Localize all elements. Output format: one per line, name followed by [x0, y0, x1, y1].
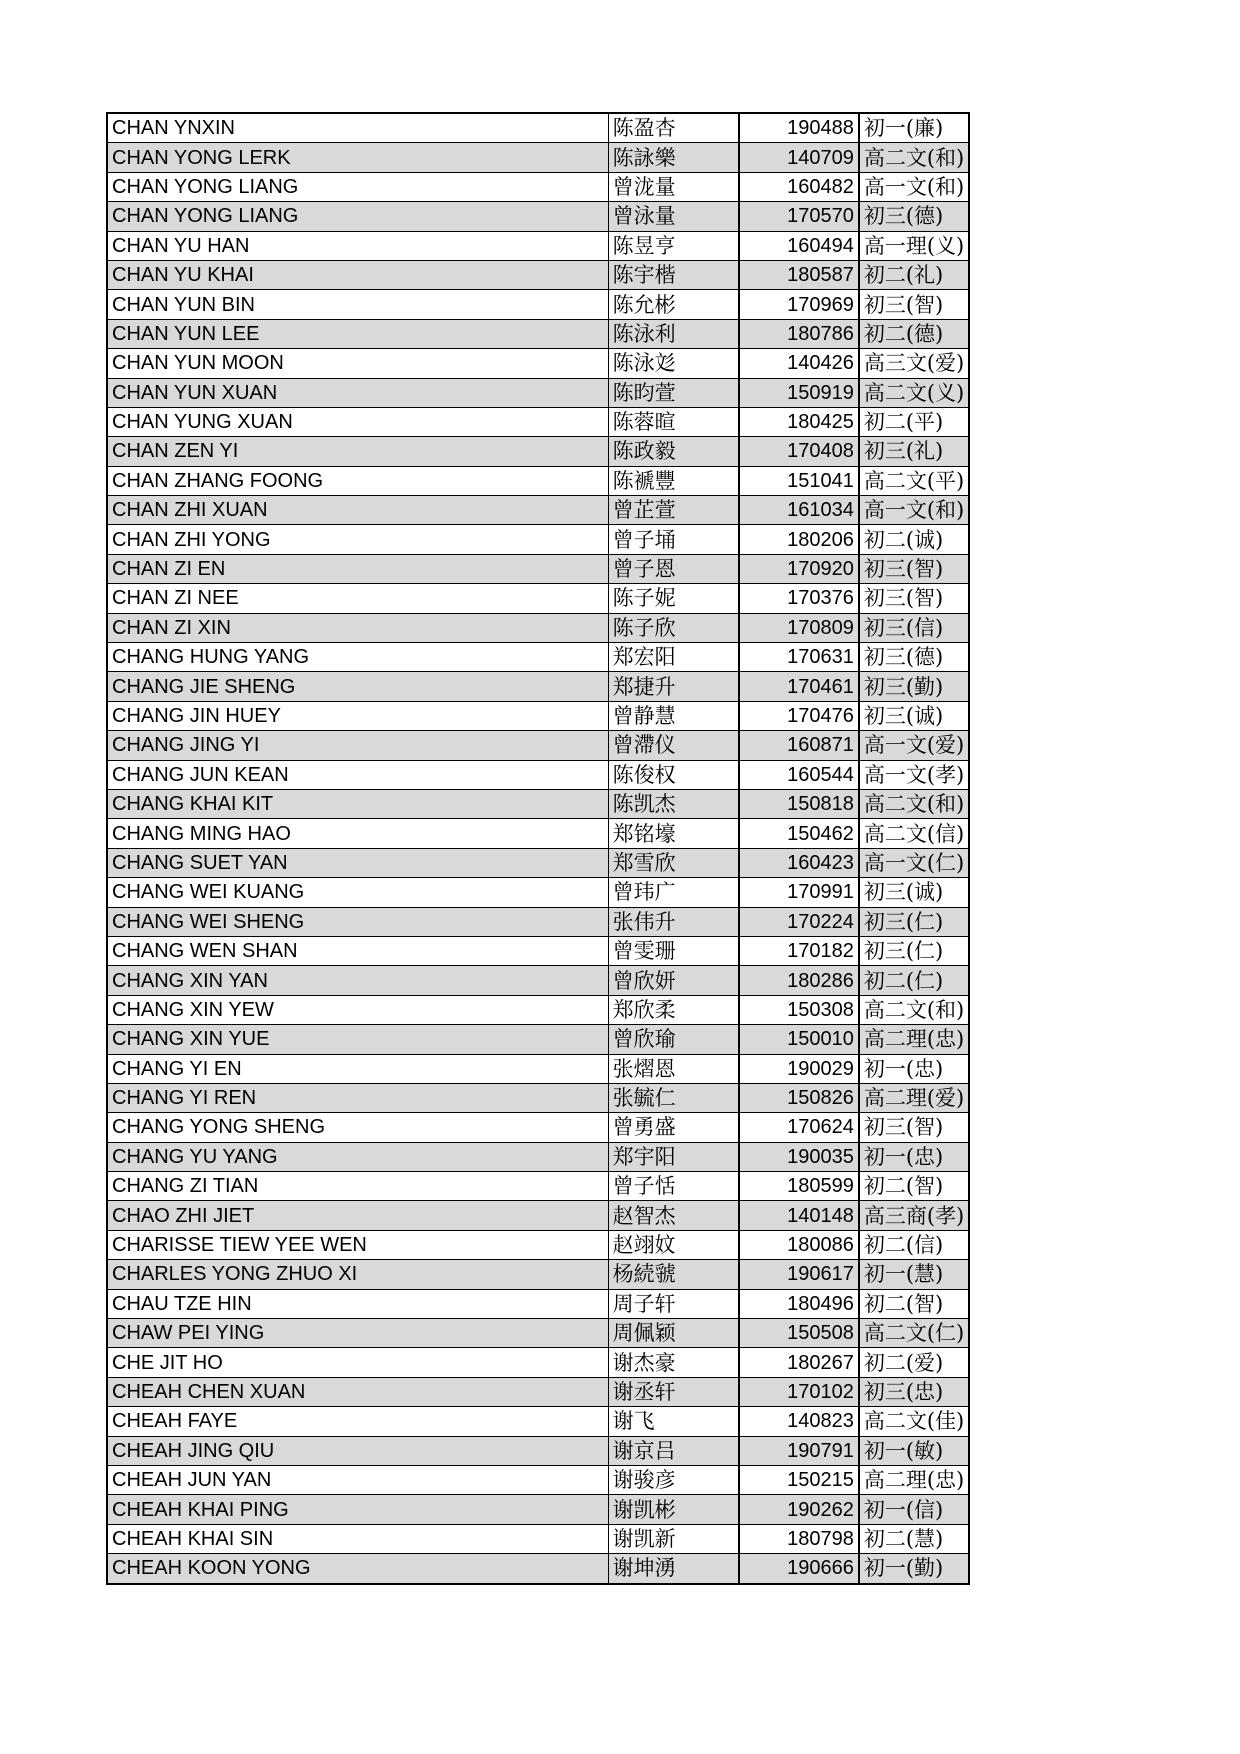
student-name-cell: CHAN YUN XUAN: [107, 378, 608, 407]
chinese-name-cell: 曾泳量: [608, 202, 739, 231]
chinese-name-cell: 谢坤湧: [608, 1554, 739, 1584]
chinese-name-cell: 曾欣瑜: [608, 1025, 739, 1054]
student-name-cell: CHANG XIN YAN: [107, 966, 608, 995]
chinese-name-cell: 陈政毅: [608, 437, 739, 466]
chinese-name-cell: 谢杰豪: [608, 1348, 739, 1377]
student-id-cell: 170224: [739, 907, 859, 936]
student-id-cell: 140709: [739, 143, 859, 172]
chinese-name-cell: 谢凯新: [608, 1524, 739, 1553]
table-row: [107, 437, 969, 466]
student-name-cell: CHAN YONG LIANG: [107, 202, 608, 231]
student-name-cell: CHAN ZI XIN: [107, 613, 608, 642]
class-cell: 高一文(和): [859, 172, 969, 201]
class-cell: 初三(德): [859, 643, 969, 672]
student-name-cell: CHAN ZHI XUAN: [107, 496, 608, 525]
chinese-name-cell: 杨続虢: [608, 1260, 739, 1289]
chinese-name-cell: 陈凯杰: [608, 789, 739, 818]
chinese-name-cell: 陈子妮: [608, 584, 739, 613]
student-id-cell: 170476: [739, 701, 859, 730]
chinese-name-cell: 陈蓉暄: [608, 407, 739, 436]
class-cell: 初三(智): [859, 1113, 969, 1142]
class-cell: 高二文(佳): [859, 1407, 969, 1436]
class-cell: 高一理(义): [859, 231, 969, 260]
student-name-cell: CHAU TZE HIN: [107, 1289, 608, 1318]
student-id-cell: 170102: [739, 1377, 859, 1406]
student-id-cell: 150462: [739, 819, 859, 848]
student-id-cell: 140148: [739, 1201, 859, 1230]
table-row: [107, 789, 969, 818]
student-id-cell: 170631: [739, 643, 859, 672]
class-cell: 高二文(平): [859, 466, 969, 495]
table-row: [107, 907, 969, 936]
class-cell: 初二(信): [859, 1230, 969, 1259]
student-name-cell: CHAN ZHI YONG: [107, 525, 608, 554]
student-id-cell: 190791: [739, 1436, 859, 1465]
table-row: [107, 407, 969, 436]
student-name-cell: CHEAH KOON YONG: [107, 1554, 608, 1584]
chinese-name-cell: 陈昱亨: [608, 231, 739, 260]
class-cell: 初二(慧): [859, 1524, 969, 1553]
student-id-cell: 160482: [739, 172, 859, 201]
chinese-name-cell: 曾欣妍: [608, 966, 739, 995]
student-name-cell: CHAN YU HAN: [107, 231, 608, 260]
chinese-name-cell: 陈宇楷: [608, 260, 739, 289]
student-id-cell: 160871: [739, 731, 859, 760]
table-row: [107, 1377, 969, 1406]
student-name-cell: CHAN YUN LEE: [107, 319, 608, 348]
class-cell: 初一(慧): [859, 1260, 969, 1289]
student-id-cell: 150818: [739, 789, 859, 818]
table-row: [107, 966, 969, 995]
class-cell: 初二(智): [859, 1172, 969, 1201]
class-cell: 高一文(爱): [859, 731, 969, 760]
student-id-cell: 170969: [739, 290, 859, 319]
table-row: [107, 643, 969, 672]
table-row: [107, 760, 969, 789]
table-row: [107, 1495, 969, 1524]
student-name-cell: CHANG YONG SHENG: [107, 1113, 608, 1142]
class-cell: 高二文(信): [859, 819, 969, 848]
student-name-cell: CHANG JING YI: [107, 731, 608, 760]
student-id-cell: 170461: [739, 672, 859, 701]
table-row: [107, 878, 969, 907]
class-cell: 初三(智): [859, 290, 969, 319]
table-row: [107, 1465, 969, 1494]
chinese-name-cell: 陈褫豐: [608, 466, 739, 495]
student-name-cell: CHEAH JING QIU: [107, 1436, 608, 1465]
table-row: [107, 613, 969, 642]
chinese-name-cell: 陈昀萱: [608, 378, 739, 407]
student-id-cell: 180206: [739, 525, 859, 554]
table-row: [107, 496, 969, 525]
class-cell: 初一(勤): [859, 1554, 969, 1584]
student-name-cell: CHAN YUN BIN: [107, 290, 608, 319]
chinese-name-cell: 郑宏阳: [608, 643, 739, 672]
chinese-name-cell: 曾玮广: [608, 878, 739, 907]
class-cell: 初三(智): [859, 584, 969, 613]
class-cell: 高二理(忠): [859, 1465, 969, 1494]
class-cell: 高一文(仁): [859, 848, 969, 877]
student-name-cell: CHANG SUET YAN: [107, 848, 608, 877]
student-id-cell: 151041: [739, 466, 859, 495]
student-id-cell: 170624: [739, 1113, 859, 1142]
student-name-cell: CHANG JIE SHENG: [107, 672, 608, 701]
chinese-name-cell: 陈詠樂: [608, 143, 739, 172]
chinese-name-cell: 陈子欣: [608, 613, 739, 642]
chinese-name-cell: 曾子恬: [608, 1172, 739, 1201]
student-id-cell: 180496: [739, 1289, 859, 1318]
class-cell: 初三(礼): [859, 437, 969, 466]
student-id-cell: 180286: [739, 966, 859, 995]
student-id-cell: 190666: [739, 1554, 859, 1584]
student-name-cell: CHANG WEI KUANG: [107, 878, 608, 907]
class-cell: 高二文(仁): [859, 1319, 969, 1348]
class-cell: 初一(信): [859, 1495, 969, 1524]
student-id-cell: 150215: [739, 1465, 859, 1494]
table-row: [107, 1524, 969, 1553]
class-cell: 初一(忠): [859, 1142, 969, 1171]
table-row: [107, 1142, 969, 1171]
student-name-cell: CHAN ZI NEE: [107, 584, 608, 613]
student-id-cell: 150010: [739, 1025, 859, 1054]
student-id-cell: 180599: [739, 1172, 859, 1201]
class-cell: 高二文(和): [859, 995, 969, 1024]
student-name-cell: CHAN YONG LERK: [107, 143, 608, 172]
student-name-cell: CHANG WEI SHENG: [107, 907, 608, 936]
table-row: [107, 1319, 969, 1348]
class-cell: 初一(廉): [859, 113, 969, 143]
chinese-name-cell: 谢骏彦: [608, 1465, 739, 1494]
student-name-cell: CHAO ZHI JIET: [107, 1201, 608, 1230]
student-id-cell: 150508: [739, 1319, 859, 1348]
class-cell: 高二文(和): [859, 789, 969, 818]
chinese-name-cell: 赵智杰: [608, 1201, 739, 1230]
table-row: [107, 260, 969, 289]
student-name-cell: CHANG KHAI KIT: [107, 789, 608, 818]
student-id-cell: 160423: [739, 848, 859, 877]
student-id-cell: 170376: [739, 584, 859, 613]
student-id-cell: 180798: [739, 1524, 859, 1553]
table-row: [107, 848, 969, 877]
chinese-name-cell: 谢丞轩: [608, 1377, 739, 1406]
student-name-cell: CHEAH FAYE: [107, 1407, 608, 1436]
student-id-cell: 170408: [739, 437, 859, 466]
chinese-name-cell: 郑宇阳: [608, 1142, 739, 1171]
class-cell: 高三文(爱): [859, 349, 969, 378]
chinese-name-cell: 陈泳利: [608, 319, 739, 348]
class-cell: 初三(诚): [859, 701, 969, 730]
student-table-body: [107, 113, 969, 1584]
student-id-cell: 140426: [739, 349, 859, 378]
chinese-name-cell: 周佩颖: [608, 1319, 739, 1348]
chinese-name-cell: 曾勇盛: [608, 1113, 739, 1142]
table-row: [107, 1348, 969, 1377]
chinese-name-cell: 曾滯仪: [608, 731, 739, 760]
student-name-cell: CHAN ZHANG FOONG: [107, 466, 608, 495]
class-cell: 高一文(和): [859, 496, 969, 525]
student-name-cell: CHEAH KHAI PING: [107, 1495, 608, 1524]
chinese-name-cell: 陈盈杏: [608, 113, 739, 143]
student-name-cell: CHANG YU YANG: [107, 1142, 608, 1171]
chinese-name-cell: 曾子埇: [608, 525, 739, 554]
student-name-cell: CHARLES YONG ZHUO XI: [107, 1260, 608, 1289]
class-cell: 初三(智): [859, 554, 969, 583]
chinese-name-cell: 郑雪欣: [608, 848, 739, 877]
student-name-cell: CHANG ZI TIAN: [107, 1172, 608, 1201]
student-id-cell: 190262: [739, 1495, 859, 1524]
student-table: [106, 112, 970, 1585]
student-id-cell: 170991: [739, 878, 859, 907]
student-id-cell: 160494: [739, 231, 859, 260]
class-cell: 初二(平): [859, 407, 969, 436]
class-cell: 初三(忠): [859, 1377, 969, 1406]
class-cell: 高一文(孝): [859, 760, 969, 789]
table-row: [107, 378, 969, 407]
class-cell: 高二理(爱): [859, 1083, 969, 1112]
table-row: [107, 290, 969, 319]
chinese-name-cell: 周子轩: [608, 1289, 739, 1318]
chinese-name-cell: 谢飞: [608, 1407, 739, 1436]
table-row: [107, 995, 969, 1024]
student-name-cell: CHANG JIN HUEY: [107, 701, 608, 730]
table-row: [107, 143, 969, 172]
class-cell: 初二(诚): [859, 525, 969, 554]
chinese-name-cell: 谢凯彬: [608, 1495, 739, 1524]
table-row: [107, 172, 969, 201]
student-id-cell: 170182: [739, 936, 859, 965]
table-row: [107, 1289, 969, 1318]
student-id-cell: 170570: [739, 202, 859, 231]
student-name-cell: CHE JIT HO: [107, 1348, 608, 1377]
chinese-name-cell: 曾芷萱: [608, 496, 739, 525]
student-name-cell: CHANG WEN SHAN: [107, 936, 608, 965]
student-name-cell: CHAN YUNG XUAN: [107, 407, 608, 436]
table-row: [107, 554, 969, 583]
table-row: [107, 819, 969, 848]
student-id-cell: 190029: [739, 1054, 859, 1083]
student-id-cell: 140823: [739, 1407, 859, 1436]
student-name-cell: CHARISSE TIEW YEE WEN: [107, 1230, 608, 1259]
student-name-cell: CHAN ZEN YI: [107, 437, 608, 466]
student-id-cell: 160544: [739, 760, 859, 789]
chinese-name-cell: 曾子恩: [608, 554, 739, 583]
student-name-cell: CHEAH KHAI SIN: [107, 1524, 608, 1553]
class-cell: 初二(智): [859, 1289, 969, 1318]
student-id-cell: 180086: [739, 1230, 859, 1259]
class-cell: 高三商(孝): [859, 1201, 969, 1230]
class-cell: 初三(信): [859, 613, 969, 642]
student-id-cell: 190617: [739, 1260, 859, 1289]
student-id-cell: 150919: [739, 378, 859, 407]
chinese-name-cell: 郑欣柔: [608, 995, 739, 1024]
class-cell: 初三(诚): [859, 878, 969, 907]
table-row: [107, 466, 969, 495]
chinese-name-cell: 曾静慧: [608, 701, 739, 730]
table-row: [107, 936, 969, 965]
table-row: [107, 1025, 969, 1054]
table-row: [107, 202, 969, 231]
table-row: [107, 1554, 969, 1584]
table-row: [107, 701, 969, 730]
student-name-cell: CHANG XIN YEW: [107, 995, 608, 1024]
student-id-cell: 161034: [739, 496, 859, 525]
table-row: [107, 113, 969, 143]
class-cell: 初二(礼): [859, 260, 969, 289]
table-row: [107, 1230, 969, 1259]
student-name-cell: CHAN ZI EN: [107, 554, 608, 583]
student-name-cell: CHANG JUN KEAN: [107, 760, 608, 789]
student-id-cell: 170809: [739, 613, 859, 642]
student-name-cell: CHANG MING HAO: [107, 819, 608, 848]
table-row: [107, 1407, 969, 1436]
student-name-cell: CHANG YI REN: [107, 1083, 608, 1112]
student-name-cell: CHANG HUNG YANG: [107, 643, 608, 672]
table-row: [107, 1201, 969, 1230]
student-name-cell: CHAN YU KHAI: [107, 260, 608, 289]
chinese-name-cell: 曾泷量: [608, 172, 739, 201]
class-cell: 初三(勤): [859, 672, 969, 701]
student-id-cell: 180267: [739, 1348, 859, 1377]
table-row: [107, 525, 969, 554]
class-cell: 初三(仁): [859, 936, 969, 965]
class-cell: 高二文(义): [859, 378, 969, 407]
student-name-cell: CHEAH JUN YAN: [107, 1465, 608, 1494]
chinese-name-cell: 陈允彬: [608, 290, 739, 319]
student-name-cell: CHAN YONG LIANG: [107, 172, 608, 201]
student-id-cell: 180786: [739, 319, 859, 348]
class-cell: 初三(仁): [859, 907, 969, 936]
student-id-cell: 180587: [739, 260, 859, 289]
chinese-name-cell: 郑铭壕: [608, 819, 739, 848]
chinese-name-cell: 张毓仁: [608, 1083, 739, 1112]
table-row: [107, 231, 969, 260]
student-id-cell: 190035: [739, 1142, 859, 1171]
chinese-name-cell: 张伟升: [608, 907, 739, 936]
class-cell: 初二(德): [859, 319, 969, 348]
chinese-name-cell: 张熠恩: [608, 1054, 739, 1083]
student-id-cell: 190488: [739, 113, 859, 143]
table-row: [107, 1172, 969, 1201]
chinese-name-cell: 陈泳彣: [608, 349, 739, 378]
chinese-name-cell: 陈俊权: [608, 760, 739, 789]
chinese-name-cell: 郑捷升: [608, 672, 739, 701]
table-row: [107, 349, 969, 378]
table-row: [107, 1054, 969, 1083]
table-row: [107, 584, 969, 613]
table-row: [107, 1260, 969, 1289]
class-cell: 初三(德): [859, 202, 969, 231]
table-row: [107, 731, 969, 760]
student-name-cell: CHAN YNXIN: [107, 113, 608, 143]
class-cell: 高二文(和): [859, 143, 969, 172]
student-name-cell: CHANG XIN YUE: [107, 1025, 608, 1054]
class-cell: 初二(爱): [859, 1348, 969, 1377]
student-name-cell: CHEAH CHEN XUAN: [107, 1377, 608, 1406]
table-row: [107, 672, 969, 701]
student-id-cell: 170920: [739, 554, 859, 583]
student-id-cell: 180425: [739, 407, 859, 436]
student-name-cell: CHAW PEI YING: [107, 1319, 608, 1348]
table-row: [107, 1083, 969, 1112]
table-row: [107, 1436, 969, 1465]
student-id-cell: 150308: [739, 995, 859, 1024]
chinese-name-cell: 曾雯珊: [608, 936, 739, 965]
student-id-cell: 150826: [739, 1083, 859, 1112]
student-name-cell: CHAN YUN MOON: [107, 349, 608, 378]
class-cell: 初二(仁): [859, 966, 969, 995]
chinese-name-cell: 谢京吕: [608, 1436, 739, 1465]
table-row: [107, 319, 969, 348]
student-name-cell: CHANG YI EN: [107, 1054, 608, 1083]
class-cell: 高二理(忠): [859, 1025, 969, 1054]
table-row: [107, 1113, 969, 1142]
class-cell: 初一(忠): [859, 1054, 969, 1083]
chinese-name-cell: 赵翊妏: [608, 1230, 739, 1259]
class-cell: 初一(敏): [859, 1436, 969, 1465]
